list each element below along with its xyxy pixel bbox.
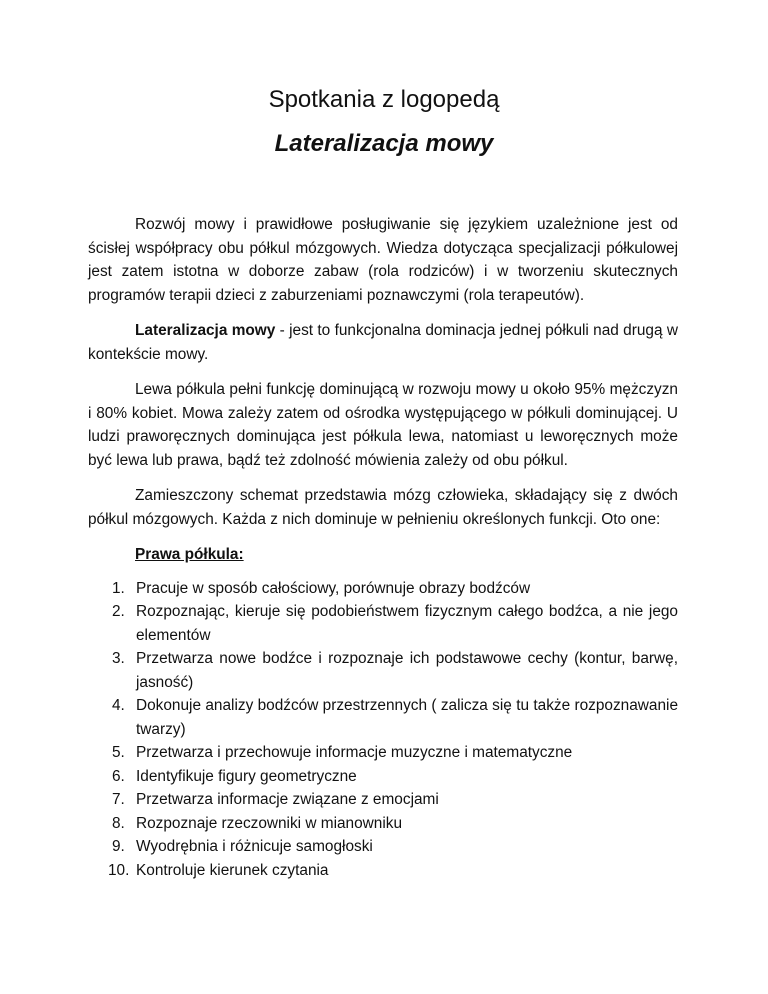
- list-item-text: Rozpoznaje rzeczowniki w mianowniku: [136, 814, 403, 832]
- list-item-text: Dokonuje analizy bodźców przestrzennych ( zalicza się tu także rozpoznawanie twarzy): [136, 697, 678, 738]
- document-body: [88, 213, 678, 882]
- list-item: [88, 812, 678, 836]
- list-item-number: 2.: [112, 603, 125, 620]
- list-item-number: 10.: [108, 861, 130, 879]
- list-item: [88, 859, 678, 883]
- definition-term: Lateralizacja mowy: [135, 322, 276, 339]
- list-item-number: 5.: [112, 744, 125, 761]
- functions-list: [88, 577, 678, 883]
- list-item-number: 8.: [112, 814, 125, 832]
- list-item-number: 7.: [112, 791, 125, 808]
- document-subtitle: Lateralizacja mowy: [274, 130, 494, 157]
- paragraph-left-hemisphere: [88, 378, 678, 472]
- list-item-text: Przetwarza i przechowuje informacje muzyczne i matematyczne: [136, 744, 573, 761]
- document-title: Spotkania z logopedą: [268, 86, 500, 113]
- list-item: [88, 577, 678, 601]
- list-item: [88, 741, 678, 765]
- section-heading-right-hemisphere: Prawa półkula:: [135, 546, 244, 563]
- paragraph-intro-text: Rozwój mowy i prawidłowe posługiwanie się językiem uzależnione jest od ścisłej współpracy obu półkul mózgowych. Wiedza dotycząca specjalizacji półkulowej jest zatem istotna w doborze zabaw (rola rodziców) i w tworzeniu skutecznych programów terapii dzieci z zaburzeniami poznawczymi (rola terapeutów).: [88, 216, 678, 304]
- list-item-number: 6.: [112, 767, 125, 785]
- list-item-text: Wyodrębnia i różnicuje samogłoski: [136, 838, 373, 855]
- list-item-text: Rozpoznając, kieruje się podobieństwem fizycznym całego bodźca, a nie jego elementów: [136, 603, 678, 644]
- list-item-text: Przetwarza informacje związane z emocjami: [136, 791, 439, 808]
- list-item: [88, 600, 678, 647]
- paragraph-left-hemisphere-text: Lewa półkula pełni funkcję dominującą w rozwoju mowy u około 95% mężczyzn i 80% kobiet. Mowa zależy zatem od ośrodka występującego w półkuli dominującej. U ludzi praworęcznych dominująca jest półkula lewa, natomiast u leworęcznych może być lewa lub prawa, bądź też zdolność mówienia zależy od obu półkul.: [88, 381, 678, 469]
- list-item: [88, 694, 678, 741]
- paragraph-definition: [88, 319, 678, 366]
- list-item-text: Przetwarza nowe bodźce i rozpoznaje ich podstawowe cechy (kontur, barwę, jasność): [136, 650, 678, 691]
- list-item-text: Pracuje w sposób całościowy, porównuje obrazy bodźców: [136, 579, 531, 597]
- list-item-text: Identyfikuje figury geometryczne: [136, 767, 357, 785]
- list-item-number: 1.: [112, 579, 125, 597]
- list-item: [88, 788, 678, 812]
- list-item-text: Kontroluje kierunek czytania: [136, 861, 329, 879]
- paragraph-intro: [88, 213, 678, 307]
- paragraph-scheme: [88, 484, 678, 531]
- list-item-number: 4.: [112, 697, 125, 714]
- paragraph-scheme-text: Zamieszczony schemat przedstawia mózg człowieka, składający się z dwóch półkul mózgowych. Każda z nich dominuje w pełnieniu określonych funkcji. Oto one:: [88, 487, 678, 528]
- list-item-number: 3.: [112, 650, 125, 667]
- list-item-number: 9.: [112, 838, 125, 855]
- list-item: [88, 765, 678, 789]
- list-item: [88, 835, 678, 859]
- definition-text: - jest to funkcjonalna dominacja jednej półkuli nad drugą w kontekście mowy.: [88, 322, 678, 363]
- list-item: [88, 647, 678, 694]
